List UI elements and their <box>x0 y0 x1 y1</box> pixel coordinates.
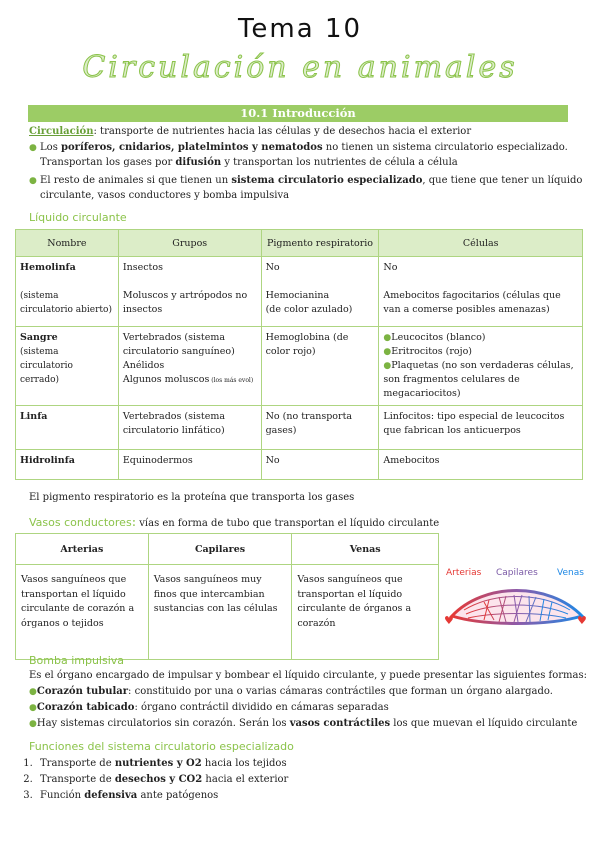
text: El resto de animales si que tienen un <box>36 175 232 186</box>
table-row <box>16 327 583 406</box>
table-row <box>16 257 583 285</box>
veins-label: Venas <box>557 568 584 578</box>
cell-cells: No <box>379 257 583 285</box>
bold-text: poríferos, cnidarios, platelmintos y nematodos <box>61 142 323 153</box>
tubular-heart-item <box>29 684 594 700</box>
bold-text: vasos contráctiles <box>289 718 391 729</box>
bullet-icon: ● <box>29 719 37 729</box>
cell-item: Plaquetas (no son verdaderas células, son fragmentos celulares de megacariocitos) <box>383 360 574 399</box>
cell-pigment: No (no transporta gases) <box>261 406 379 450</box>
hydrolymph-name: Hidrolinfa <box>16 450 119 480</box>
text: Hay sistemas circulatorios sin corazón. Serán los <box>36 718 290 729</box>
text: Transporte de <box>40 774 115 785</box>
page-title: Circulación en animales <box>82 50 518 85</box>
cell-cells <box>379 327 583 406</box>
septate-heart-item <box>29 700 594 716</box>
vessels-intro <box>29 515 589 531</box>
capillaries-desc: Vasos sanguíneos muy finos que intercambian sustancias con las células <box>148 565 292 660</box>
pigment-color: (de color azulado) <box>265 303 353 315</box>
arteries-desc: Vasos sanguíneos que transportan el líquido circulante de corazón a órganos o tejidos <box>16 565 149 660</box>
vessels-table <box>15 533 439 660</box>
bold-text: Corazón tabicado <box>36 702 135 713</box>
section-header: 10.1 Introducción <box>28 105 568 122</box>
col-header-capillaries: Capilares <box>148 534 292 565</box>
cell-cells: Linfocitos: tipo especial de leucocitos que fabrican los anticuerpos <box>379 406 583 450</box>
bullet-icon: ● <box>29 143 37 153</box>
bold-text: nutrientes y O2 <box>114 758 202 769</box>
text: y transportan los nutrientes de célula a célula <box>221 157 458 168</box>
heart-icon: ♥ <box>444 614 454 627</box>
pigment-note: El pigmento respiratorio es la proteína que transporta los gases <box>29 492 355 503</box>
group-item: Vertebrados (sistema circulatorio sanguíneo) <box>122 332 235 357</box>
vessels-description: vías en forma de tubo que transportan el líquido circulante <box>136 518 440 529</box>
col-header-groups: Grupos <box>118 230 261 257</box>
colon: : <box>131 515 137 530</box>
cell-pigment: No <box>261 257 379 285</box>
bullet-specialized <box>29 173 584 189</box>
cell-groups: Vertebrados (sistema circulatorio linfático) <box>118 406 261 450</box>
text: no tienen un sistema circulatorio especializado. <box>322 142 568 153</box>
table-row <box>16 285 583 327</box>
functions-heading: Funciones del sistema circulatorio especializado <box>29 740 294 753</box>
col-header-name: Nombre <box>16 230 119 257</box>
cell-cells: Amebocitos <box>379 450 583 480</box>
bullet-no-system <box>29 140 584 156</box>
table-row <box>16 450 583 480</box>
bullet-icon: ● <box>383 361 392 371</box>
bullet-no-system-line2 <box>40 155 585 170</box>
col-header-cells: Células <box>379 230 583 257</box>
group-footnote: (los más evol) <box>209 377 254 384</box>
col-header-arteries: Arterias <box>16 534 149 565</box>
blood-name: Sangre <box>20 332 58 343</box>
cell-groups: Equinodermos <box>118 450 261 480</box>
cell-groups: Insectos <box>118 257 261 285</box>
text: Función <box>40 790 85 801</box>
bold-text: defensiva <box>84 790 138 801</box>
pigment-name: Hemocianina <box>265 289 330 301</box>
text: los que muevan el líquido circulante <box>390 718 578 729</box>
text: Transporte de <box>40 758 115 769</box>
lymph-name: Linfa <box>16 406 119 450</box>
list-item <box>36 788 288 804</box>
pump-intro: Es el órgano encargado de impulsar y bombear el líquido circulante, y puede presentar las siguientes formas: <box>29 670 587 681</box>
heart-icon: ♥ <box>577 614 587 627</box>
text: Transportan los gases por <box>40 157 176 168</box>
cell-item: Eritrocitos (rojo) <box>391 346 473 357</box>
list-item <box>36 772 288 788</box>
text: , que tiene que tener un líquido <box>422 175 583 186</box>
bullet-icon: ● <box>29 703 37 713</box>
list-item <box>36 756 288 772</box>
circulation-definition <box>29 124 579 139</box>
liquid-heading: Líquido circulante <box>29 211 127 224</box>
cell-pigment <box>261 285 379 327</box>
table-row <box>16 406 583 450</box>
cell-groups <box>118 327 261 406</box>
text: : órgano contráctil dividido en cámaras separadas <box>134 702 389 713</box>
bullet-icon: ● <box>383 347 392 357</box>
text: hacia los tejidos <box>201 758 287 769</box>
circulation-term: Circulación <box>29 126 94 137</box>
blood-note: (sistema circulatorio cerrado) <box>20 347 73 385</box>
capillary-network-diagram <box>444 562 590 632</box>
bullet-icon: ● <box>29 687 37 697</box>
cell-pigment: Hemoglobina (de color rojo) <box>261 327 379 406</box>
table-header-row <box>16 230 583 257</box>
pump-heading: Bomba impulsiva <box>29 654 125 667</box>
cell-cells: Amebocitos fagocitarios (células que van a comerse posibles amenazas) <box>379 285 583 327</box>
col-header-pigment: Pigmento respiratorio <box>261 230 379 257</box>
cell-pigment: No <box>261 450 379 480</box>
hemolymph-note: (sistema circulatorio abierto) <box>16 285 119 327</box>
text: ante patógenos <box>137 790 219 801</box>
bullet-specialized-line2: circulante, vasos conductores y bomba impulsiva <box>40 190 290 201</box>
text: hacia el exterior <box>202 774 289 785</box>
bold-text: difusión <box>175 157 222 168</box>
table-row <box>16 565 439 660</box>
definition-text: : transporte de nutrientes hacia las células y de desechos hacia el exterior <box>93 126 472 137</box>
text: : constituido por una o varias cámaras contráctiles que forman un órgano alargado. <box>128 686 553 697</box>
col-header-veins: Venas <box>292 534 439 565</box>
group-item: Algunos moluscos <box>122 374 210 385</box>
veins-desc: Vasos sanguíneos que transportan el líquido circulante de órganos a corazón <box>292 565 439 660</box>
group-item: Anélidos <box>122 360 165 371</box>
functions-list <box>20 756 288 804</box>
bullet-icon: ● <box>29 176 37 186</box>
bullet-icon: ● <box>383 333 392 343</box>
bold-text: Corazón tubular <box>36 686 129 697</box>
no-heart-item <box>29 716 594 732</box>
capillaries-label: Capilares <box>496 568 538 578</box>
bold-text: desechos y CO2 <box>114 774 203 785</box>
bold-text: sistema circulatorio especializado <box>231 175 423 186</box>
vessels-heading: Vasos conductores <box>29 516 132 529</box>
cell-groups: Moluscos y artrópodos no insectos <box>118 285 261 327</box>
arteries-label: Arterias <box>446 568 482 578</box>
table-header-row <box>16 534 439 565</box>
cell-item: Leucocitos (blanco) <box>391 332 486 343</box>
text: Los <box>36 142 62 153</box>
hemolymph-name: Hemolinfa <box>16 257 119 285</box>
blood-cell <box>16 327 119 406</box>
circulating-liquid-table <box>15 229 583 480</box>
topic-number: Tema 10 <box>237 14 363 44</box>
